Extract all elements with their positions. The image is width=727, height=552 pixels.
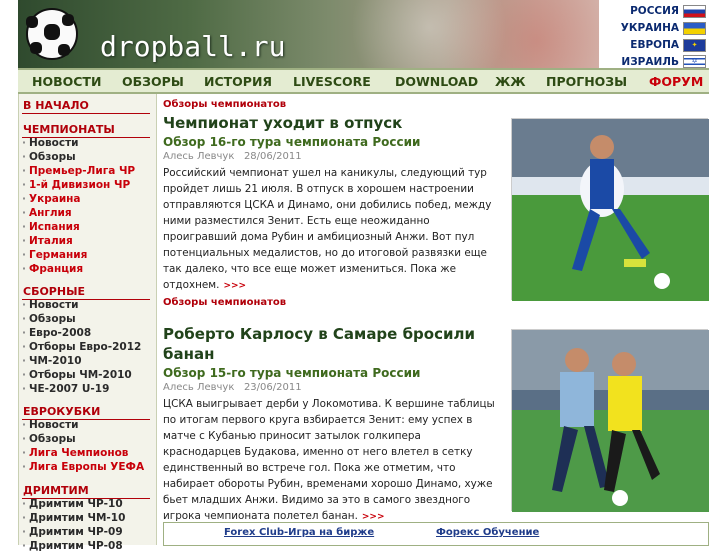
article-category-link[interactable]: Обзоры чемпионатов (163, 297, 287, 308)
sidebar (18, 94, 157, 552)
nav-predictions[interactable]: ПРОГНОЗЫ (546, 74, 628, 89)
sidebar-item-spain[interactable]: · Испания (22, 221, 80, 233)
article-subtitle: Обзор 16-го тура чемпионата России (163, 135, 421, 149)
sidebar-section-dreamteam: ДРИМТИМ (23, 484, 89, 497)
article-body: ЦСКА выигрывает дерби у Локомотива. К вершине таблицы по итогам первого круга взбирается Зенит: ему успех в матче с Кубанью приносит затылок голкипера краснодарцев Будакова, именно от него влетел в сетку единственный во встрече гол. Пока же отметим, что набирает обороты Рубин, временами хорошо Динамо, хуже бьет младших Анжи. Видимо за это в самого звездного игрока чемпионата полетел банан. >>> (163, 398, 495, 522)
article-body: Российский чемпионат ушел на каникулы, следующий тур пройдет лишь 21 июля. В отпуск в хорошем настроении отправляются ЦСКА и Динамо, они добились побед, между ними разместился Зенит. Есть еще неожиданно проигравший дома Рубин и амбициозный Анжи. Вот пул потенциальных медалистов, но до итоговой развязки еще так далеко, что все еще может измениться. Пока же отдохнем. >>> (163, 167, 492, 291)
ad-link-forex-training[interactable]: Форекс Обучение (436, 527, 540, 538)
sidebar-item-france[interactable]: · Франция (22, 263, 84, 275)
article-photo[interactable] (511, 329, 708, 511)
sidebar-item-eurocups-reviews[interactable]: · Обзоры (22, 433, 76, 445)
sidebar-item-first-division[interactable]: · 1-й Дивизион ЧР (22, 179, 131, 191)
nav-livejournal[interactable]: ЖЖ (495, 74, 526, 89)
nav-history[interactable]: ИСТОРИЯ (204, 74, 273, 89)
sidebar-section-championships: ЧЕМПИОНАТЫ (23, 123, 115, 136)
sidebar-item-euro-u19[interactable]: · ЧЕ-2007 U-19 (22, 383, 110, 395)
sidebar-item-germany[interactable]: · Германия (22, 249, 88, 261)
article-date: 23/06/2011 (243, 382, 302, 393)
site-logo-text[interactable]: dropball.ru (100, 30, 286, 63)
main-content (163, 94, 709, 545)
nav-forum[interactable]: ФОРУМ (649, 74, 704, 89)
ad-links-bar (163, 522, 709, 546)
sidebar-item-national-news[interactable]: · Новости (22, 299, 79, 311)
main-nav (18, 68, 709, 94)
read-more-link[interactable]: >>> (361, 512, 385, 522)
nav-news[interactable]: НОВОСТИ (32, 74, 102, 89)
sidebar-item-england[interactable]: · Англия (22, 207, 72, 219)
header-crowd-image (348, 0, 618, 68)
article-headline[interactable]: Роберто Карлосу в Самаре бросили банан (163, 325, 475, 363)
article-subtitle: Обзор 15-го тура чемпионата России (163, 366, 421, 380)
russia-flag-icon[interactable] (683, 5, 706, 18)
eu-flag-icon[interactable]: ✦ (683, 39, 706, 52)
article-meta (163, 151, 302, 162)
sidebar-item-europa-league[interactable]: · Лига Европы УЕФА (22, 461, 145, 473)
article-date: 28/06/2011 (243, 151, 302, 162)
country-link-ukraine[interactable]: УКРАИНА (620, 22, 679, 34)
nav-download[interactable]: DOWNLOAD (395, 74, 479, 89)
article-author: Алесь Левчук (163, 151, 235, 162)
country-link-europe[interactable]: ЕВРОПА (630, 39, 679, 51)
sidebar-item-dreamteam-rc08[interactable]: · Дримтим ЧР-08 (22, 540, 123, 552)
sidebar-item-national-reviews[interactable]: · Обзоры (22, 313, 76, 325)
sidebar-item-news[interactable]: · Новости (22, 137, 79, 149)
article-meta (163, 382, 302, 393)
sidebar-divider (22, 113, 150, 114)
football-logo-icon[interactable] (26, 8, 78, 60)
country-link-israel[interactable]: ИЗРАИЛЬ (621, 56, 679, 68)
sidebar-item-reviews[interactable]: · Обзоры (22, 151, 76, 163)
sidebar-item-wc-2010[interactable]: · ЧМ-2010 (22, 355, 82, 367)
site-header (18, 0, 709, 68)
article-author: Алесь Левчук (163, 382, 235, 393)
israel-flag-icon[interactable]: ✡ (683, 55, 706, 68)
sidebar-item-wc-2010-qualifiers[interactable]: · Отборы ЧМ-2010 (22, 369, 132, 381)
sidebar-item-eurocups-news[interactable]: · Новости (22, 419, 79, 431)
article-photo[interactable] (511, 118, 708, 300)
sidebar-item-euro-2008[interactable]: · Евро-2008 (22, 327, 92, 339)
nav-livescore[interactable]: LIVESCORE (293, 74, 371, 89)
article-headline[interactable]: Чемпионат уходит в отпуск (163, 114, 403, 132)
sidebar-section-national: СБОРНЫЕ (23, 285, 85, 298)
nav-reviews[interactable]: ОБЗОРЫ (122, 74, 184, 89)
sidebar-section-eurocups: ЕВРОКУБКИ (23, 405, 101, 418)
sidebar-home-link[interactable]: В НАЧАЛО (23, 99, 89, 112)
sidebar-item-euro-2012-qualifiers[interactable]: · Отборы Евро-2012 (22, 341, 142, 353)
country-link-russia[interactable]: РОССИЯ (630, 5, 679, 17)
country-selector (599, 0, 709, 68)
ukraine-flag-icon[interactable] (683, 22, 706, 35)
ad-link-forex-club[interactable]: Forex Club-Игра на бирже (224, 527, 375, 538)
sidebar-item-italy[interactable]: · Италия (22, 235, 73, 247)
sidebar-item-dreamteam-wc10[interactable]: · Дримтим ЧМ-10 (22, 512, 126, 524)
sidebar-item-premier-league[interactable]: · Премьер-Лига ЧР (22, 165, 136, 177)
sidebar-item-ukraine[interactable]: · Украина (22, 193, 81, 205)
article-category-link[interactable]: Обзоры чемпионатов (163, 99, 287, 110)
sidebar-item-champions-league[interactable]: · Лига Чемпионов (22, 447, 129, 459)
read-more-link[interactable]: >>> (223, 281, 247, 291)
sidebar-item-dreamteam-rc09[interactable]: · Дримтим ЧР-09 (22, 526, 123, 538)
sidebar-item-dreamteam-rc10[interactable]: · Дримтим ЧР-10 (22, 498, 123, 510)
